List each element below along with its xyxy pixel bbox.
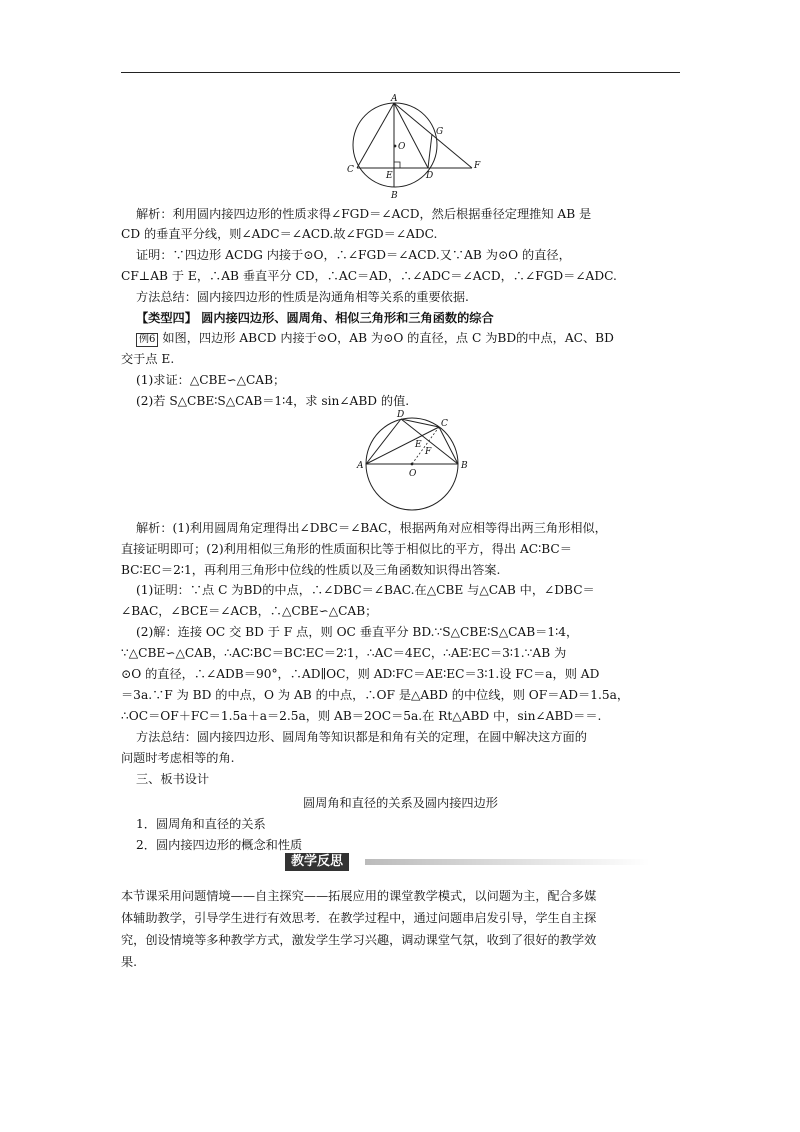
question-2: (2)若 S△CBE∶S△CAB＝1∶4，求 sin∠ABD 的值.	[136, 394, 410, 408]
label-d: D	[426, 171, 434, 181]
text-line-5: 方法总结：圆内接四边形的性质是沟通角相等关系的重要依据.	[136, 290, 469, 304]
center-dot	[394, 145, 397, 148]
text-line-11: 解析：(1)利用圆周角定理得出∠DBC＝∠BAC，根据两角对应相等得出两三角形相似，	[136, 521, 607, 535]
type-four-heading: 【类型四】 圆内接四边形、圆周角、相似三角形和三角函数的综合	[136, 311, 494, 325]
banner-title: 教学反思	[285, 853, 349, 871]
label-c: C	[347, 165, 354, 175]
text-line-12: 直接证明即可；(2)利用相似三角形的性质面积比等于相似比的平方，得出 AC∶BC＝	[121, 542, 572, 556]
label-f: F	[474, 161, 481, 171]
text-line-16: (2)解：连接 OC 交 BD 于 F 点，则 OC 垂直平分 BD.∵S△CBE∶S△CAB＝1∶4，	[136, 625, 579, 639]
label-c: C	[441, 419, 448, 429]
header-rule	[121, 72, 680, 73]
label-o: O	[398, 142, 406, 152]
label-g: G	[436, 127, 444, 137]
label-e: E	[386, 171, 393, 181]
segment-cb	[439, 427, 458, 464]
text-line-2: CD 的垂直平分线，则∠ADC＝∠ACD.故∠FGD＝∠ADC.	[121, 227, 438, 241]
text-line-1: 解析：利用圆内接四边形的性质求得∠FGD＝∠ACD，然后根据垂径定理推知 AB 是	[136, 207, 592, 221]
center-dot	[411, 463, 414, 466]
reflection-line-1: 本节课采用问题情境——自主探究——拓展应用的课堂教学模式，以问题为主，配合多媒	[121, 889, 597, 903]
text-line-4: CF⊥AB 于 E，∴AB 垂直平分 CD，∴AC＝AD，∴∠ADC＝∠ACD，∴∠FGD＝∠ADC.	[121, 269, 617, 283]
text-line-15: ∠BAC，∠BCE＝∠ACB，∴△CBE∽△CAB；	[121, 604, 378, 618]
text-line-17: ∵△CBE∽△CAB，∴AC∶BC＝BC∶EC＝2∶1，∴AC＝4EC，∴AE∶EC＝3∶1.∵AB 为	[121, 646, 567, 660]
figure-2-circle-diagram	[355, 408, 475, 513]
right-angle-mark	[394, 162, 400, 168]
label-b: B	[461, 461, 468, 471]
text-line-8: 交于点 E.	[121, 352, 175, 366]
board-item-1: 1．圆周角和直径的关系	[136, 817, 266, 831]
banner-fade-bar	[365, 859, 650, 865]
question-1: (1)求证：△CBE∽△CAB；	[136, 373, 286, 387]
board-title: 圆周角和直径的关系及圆内接四边形	[303, 796, 498, 810]
section-heading-board-design: 三、板书设计	[136, 772, 210, 786]
text-line-19: ＝3a.∵F 为 BD 的中点，O 为 AB 的中点，∴OF 是△ABD 的中位线，则 OF＝AD＝1.5a，	[121, 688, 630, 702]
segment-ad	[366, 419, 401, 464]
text-line-3: 证明：∵四边形 ACDG 内接于⊙O，∴∠FGD＝∠ACD.又∵AB 为⊙O 的直径，	[136, 248, 571, 262]
segment-ac	[366, 427, 439, 464]
reflection-line-2: 体辅助教学，引导学生进行有效思考．在教学过程中，通过问题串启发引导，学生自主探	[121, 911, 597, 925]
segment-af	[394, 103, 472, 168]
label-a: A	[391, 94, 398, 104]
text-line-20: ∴OC＝OF＋FC＝1.5a＋a＝2.5a，则 AB＝2OC＝5a.在 Rt△ABD 中，sin∠ABD＝＝.	[121, 709, 602, 723]
reflection-line-4: 果.	[121, 955, 138, 969]
segment-ad	[394, 103, 428, 168]
label-d: D	[397, 410, 405, 420]
label-a: A	[357, 461, 364, 471]
label-o: O	[409, 469, 417, 479]
board-item-2: 2．圆内接四边形的概念和性质	[136, 838, 303, 852]
label-b: B	[391, 191, 398, 201]
text-line-22: 问题时考虑相等的角.	[121, 751, 235, 765]
text-line-13: BC∶EC＝2∶1，再利用三角形中位线的性质以及三角函数知识得出答案.	[121, 563, 501, 577]
segment-ac	[357, 103, 394, 168]
text-line-18: ⊙O 的直径，∴∠ADB＝90°，∴AD∥OC，则 AD∶FC＝AE∶EC＝3∶1.设 FC＝a，则 AD	[121, 667, 600, 681]
example-badge: 例6	[136, 333, 158, 347]
example-6-line	[136, 328, 680, 348]
label-f: F	[425, 447, 432, 457]
figure-1-circle-diagram	[340, 92, 490, 202]
example-6-text: 如图，四边形 ABCD 内接于⊙O，AB 为⊙O 的直径，点 C 为BD的中点，AC、BD	[162, 331, 614, 345]
reflection-line-3: 究，创设情境等多种教学方式，激发学生学习兴趣，调动课堂气氛，收到了很好的教学效	[121, 933, 597, 947]
segment-dg	[428, 134, 432, 168]
label-e: E	[415, 440, 422, 450]
text-line-21: 方法总结：圆内接四边形、圆周角等知识都是和角有关的定理，在圆中解决这方面的	[136, 730, 587, 744]
text-line-14: (1)证明：∵点 C 为BD的中点，∴∠DBC＝∠BAC.在△CBE 与△CAB 中，∠DBC＝	[136, 583, 595, 597]
reflection-banner	[285, 853, 650, 871]
